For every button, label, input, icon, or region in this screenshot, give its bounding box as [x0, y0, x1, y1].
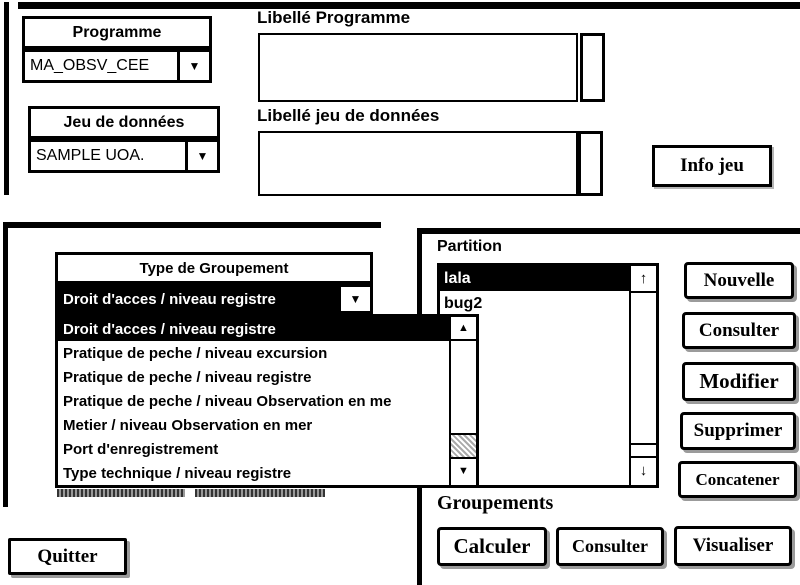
dropdown-item[interactable]: Droit d'acces / niveau registre — [58, 317, 449, 341]
scroll-up-icon[interactable]: ↑ — [631, 266, 656, 293]
consulter-groupements-button[interactable]: Consulter — [556, 527, 664, 566]
dropdown-item[interactable]: Pratique de peche / niveau Observation en me — [63, 392, 392, 410]
groupements-label: Groupements — [437, 492, 554, 514]
nouvelle-button[interactable]: Nouvelle — [684, 262, 794, 299]
jeu-de-donnees-combobox[interactable] — [28, 139, 220, 173]
partition-panel-top-border — [417, 228, 800, 234]
programme-combobox[interactable] — [22, 49, 212, 83]
partition-label: Partition — [437, 238, 502, 255]
list-item[interactable]: bug2 — [444, 294, 483, 312]
supprimer-button[interactable]: Supprimer — [680, 412, 796, 450]
chevron-down-icon: ▼ — [196, 149, 209, 163]
visualiser-button[interactable]: Visualiser — [674, 526, 792, 566]
jeu-de-donnees-value: SAMPLE UOA. — [36, 147, 145, 164]
jeu-de-donnees-label: Jeu de données — [63, 113, 185, 131]
scroll-down-icon[interactable]: ↓ — [631, 456, 656, 483]
dropdown-scrollbar-thumb[interactable] — [451, 341, 476, 435]
dropdown-item[interactable]: Type technique / niveau registre — [63, 464, 292, 482]
groupement-panel-top-border — [3, 222, 381, 228]
list-item[interactable]: lala — [440, 266, 629, 291]
dropdown-item[interactable]: Port d'enregistrement — [63, 440, 219, 458]
dropdown-item[interactable]: Metier / niveau Observation en mer — [63, 416, 313, 434]
quitter-button[interactable]: Quitter — [8, 538, 127, 575]
programme-header — [22, 16, 212, 49]
consulter-partition-button[interactable]: Consulter — [682, 312, 796, 349]
type-groupement-dropdown-button[interactable] — [338, 287, 370, 311]
groupement-panel-left-border — [3, 222, 8, 507]
scroll-up-icon[interactable]: ▲ — [451, 317, 476, 341]
chevron-down-icon: ▼ — [349, 292, 362, 306]
type-groupement-dropdown-list[interactable] — [55, 314, 479, 488]
dropdown-item[interactable]: Pratique de peche / niveau excursion — [63, 344, 328, 362]
type-groupement-label: Type de Groupement — [139, 259, 289, 277]
dropdown-scrollbar[interactable] — [449, 317, 476, 485]
jeu-de-donnees-dropdown-button[interactable] — [185, 142, 217, 170]
scroll-down-icon[interactable]: ▼ — [451, 459, 476, 483]
libelle-programme-label: Libellé Programme — [257, 8, 411, 27]
dropdown-hscrollbar-left[interactable] — [57, 489, 185, 497]
partition-scrollbar[interactable] — [629, 266, 656, 485]
programme-value: MA_OBSV_CEE — [30, 57, 150, 74]
jeu-de-donnees-header — [28, 106, 220, 139]
type-groupement-combobox[interactable] — [55, 284, 373, 314]
info-jeu-button[interactable]: Info jeu — [652, 145, 772, 187]
libelle-programme-textarea[interactable] — [258, 33, 578, 102]
libelle-jeu-textarea[interactable] — [258, 131, 578, 196]
modifier-button[interactable]: Modifier — [682, 362, 796, 401]
concatener-button[interactable]: Concatener — [678, 461, 797, 498]
partition-scrollbar-thumb[interactable] — [631, 293, 656, 445]
programme-label: Programme — [72, 23, 162, 41]
libelle-jeu-label: Libellé jeu de données — [257, 106, 440, 125]
chevron-down-icon: ▼ — [188, 59, 201, 73]
dropdown-scrollbar-trough[interactable] — [451, 435, 476, 459]
type-groupement-selected-value: Droit d'acces / niveau registre — [58, 287, 338, 311]
libelle-programme-scrollbar[interactable] — [580, 33, 605, 102]
calculer-button[interactable]: Calculer — [437, 527, 547, 566]
top-panel-left-border — [4, 2, 9, 195]
dropdown-hscrollbar-right[interactable] — [195, 489, 325, 497]
libelle-jeu-scrollbar[interactable] — [578, 131, 603, 196]
dropdown-item[interactable]: Pratique de peche / niveau registre — [63, 368, 312, 386]
programme-dropdown-button[interactable] — [177, 52, 209, 80]
partition-scrollbar-trough[interactable] — [631, 445, 656, 456]
type-groupement-header — [55, 252, 373, 284]
